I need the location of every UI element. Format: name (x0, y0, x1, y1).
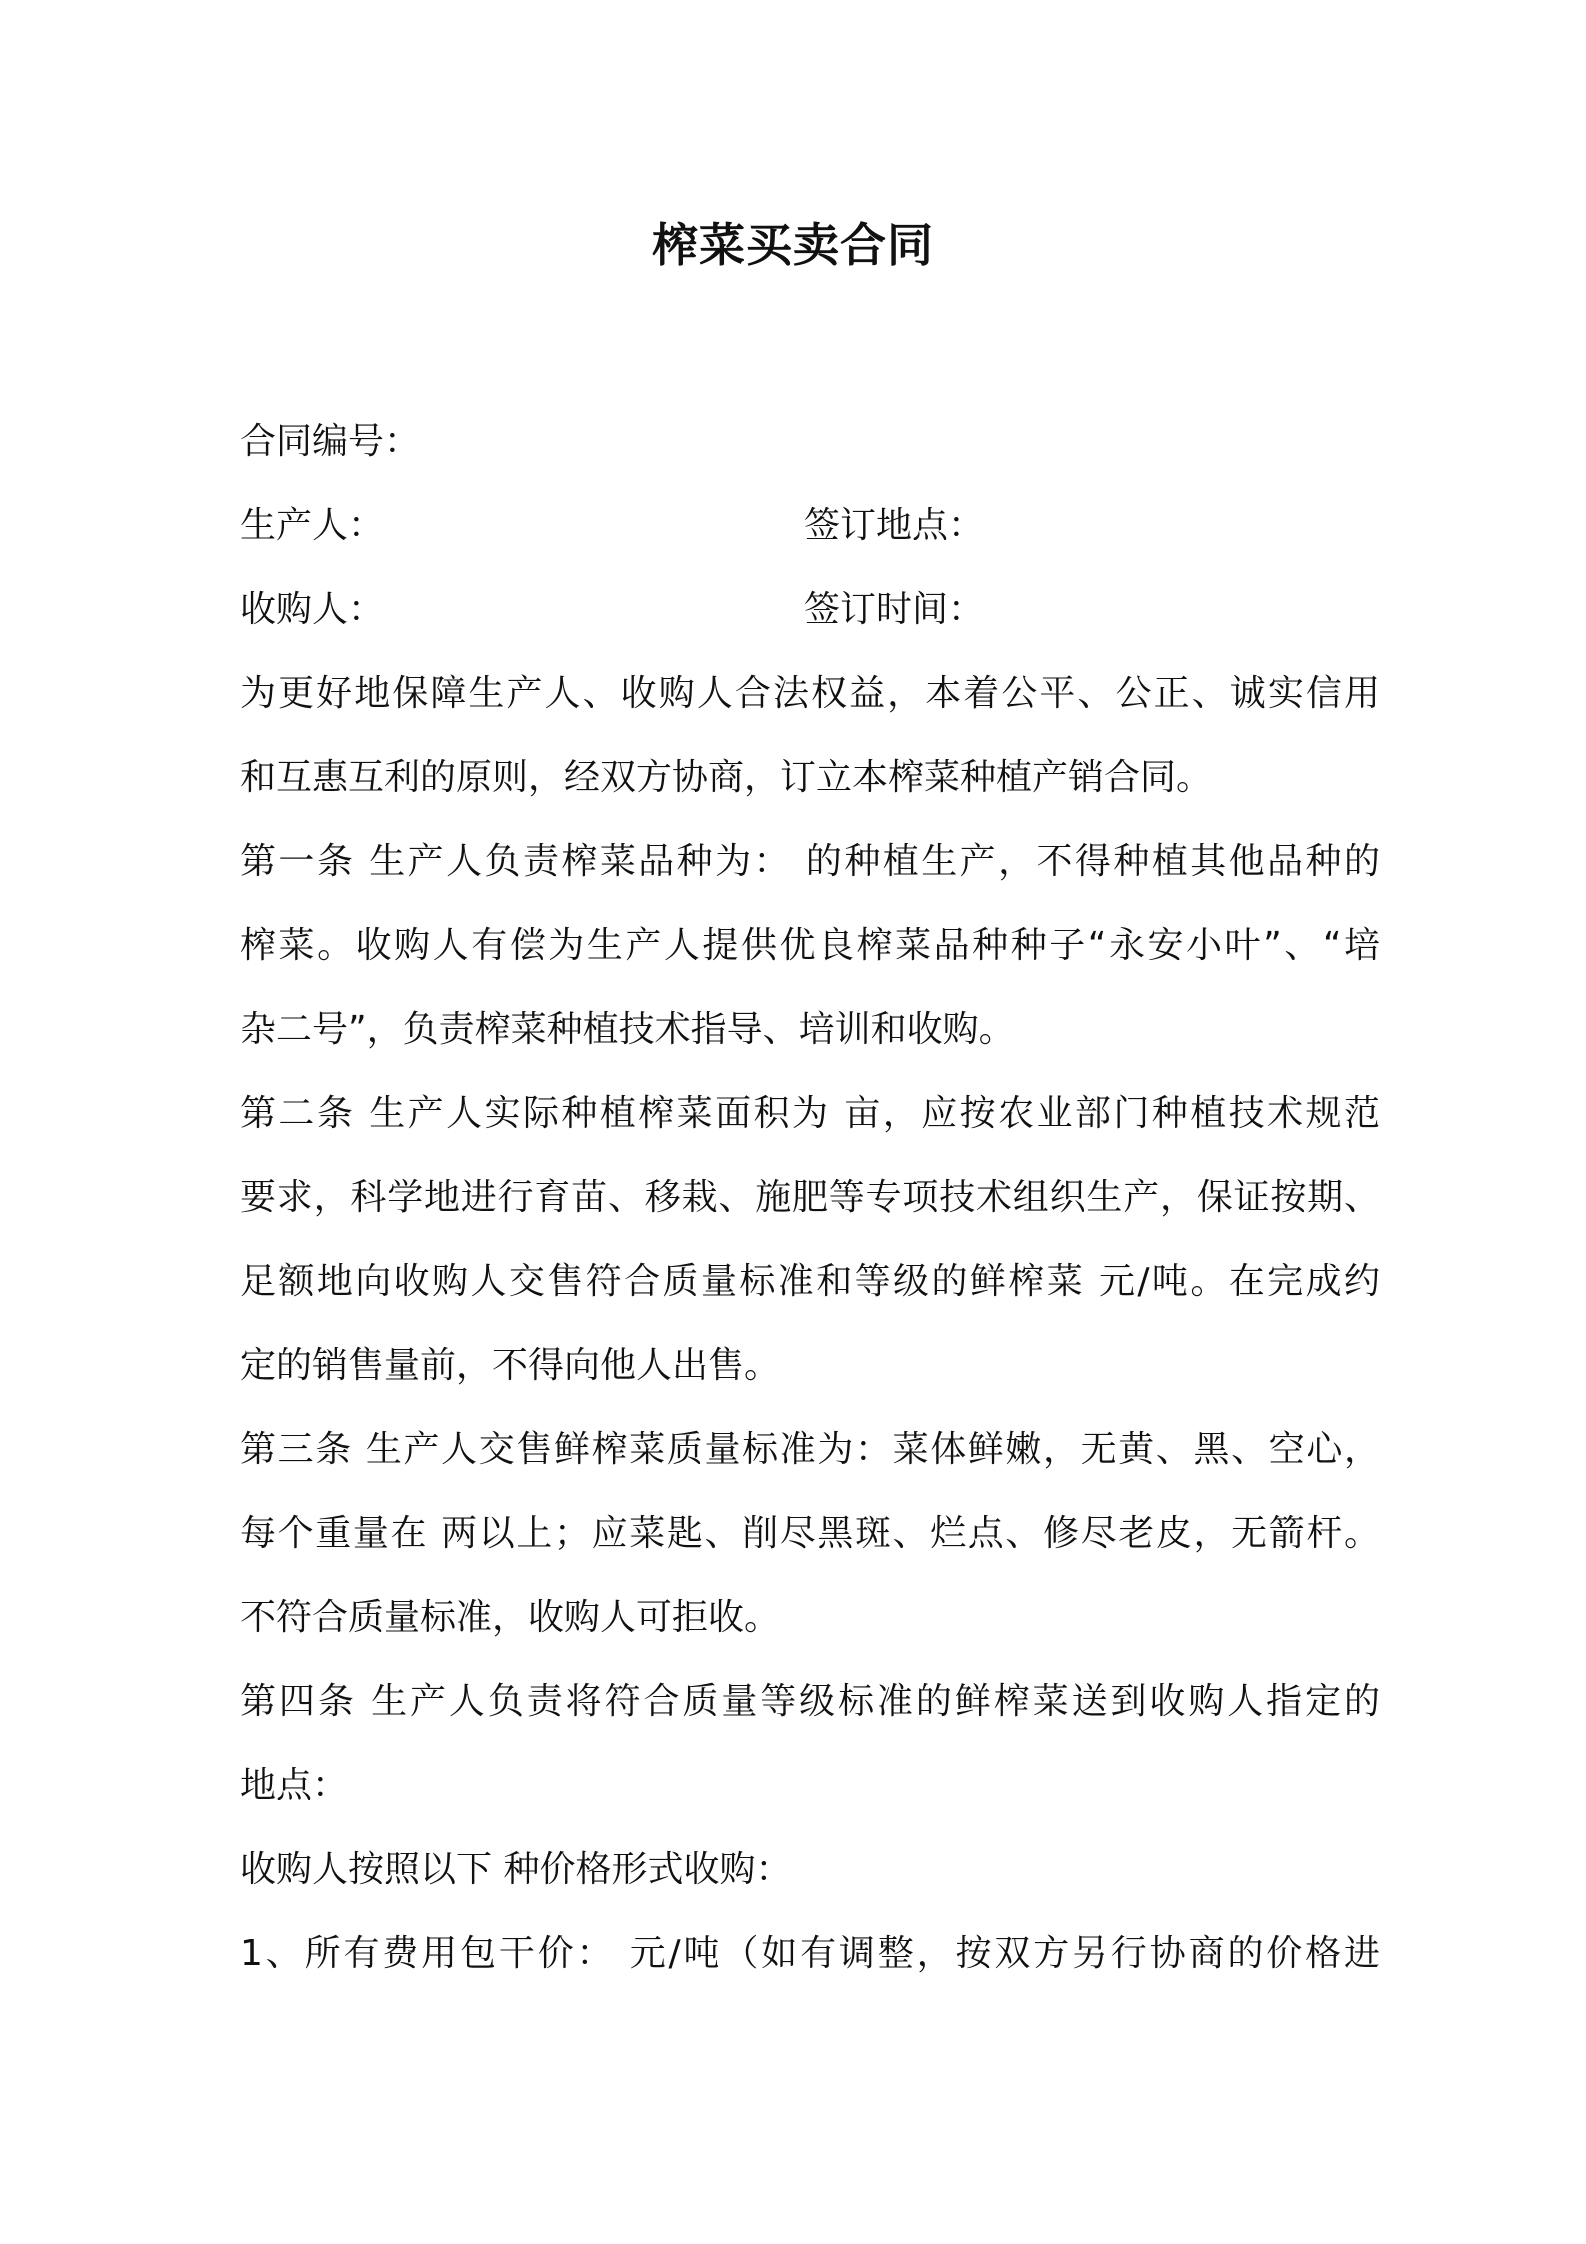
paragraph-line: 1、所有费用包干价： 元/吨（如有调整，按双方另行协商的价格进 (240, 1933, 1380, 1974)
document-body (240, 400, 1380, 1996)
buyer-label: 收购人： (240, 589, 385, 630)
paragraph-line: 每个重量在 两以上；应菜匙、削尽黑斑、烂点、修尽老皮，无箭杆。 (240, 1513, 1380, 1554)
paragraph-line: 第三条 生产人交售鲜榨菜质量标准为：菜体鲜嫩，无黄、黑、空心， (240, 1429, 1380, 1470)
buyer-row (240, 568, 1380, 652)
sign-place-label: 签订地点： (804, 505, 985, 546)
producer-row (240, 484, 1380, 568)
paragraph-line: 收购人按照以下 种价格形式收购： (240, 1849, 792, 1890)
document-title: 榨菜买卖合同 (652, 218, 934, 272)
paragraph-line: 为更好地保障生产人、收购人合法权益，本着公平、公正、诚实信用 (240, 673, 1380, 714)
paragraph-line: 要求，科学地进行育苗、移栽、施肥等专项技术组织生产，保证按期、 (240, 1177, 1380, 1218)
contract-number-field: 合同编号： (240, 421, 421, 462)
sign-time-label: 签订时间： (804, 589, 985, 630)
paragraph-line: 足额地向收购人交售符合质量标准和等级的鲜榨菜 元/吨。在完成约 (240, 1261, 1380, 1302)
paragraph-line: 第四条 生产人负责将符合质量等级标准的鲜榨菜送到收购人指定的 (240, 1681, 1380, 1722)
paragraph-line: 不符合质量标准，收购人可拒收。 (240, 1597, 781, 1638)
paragraph-line: 和互惠互利的原则，经双方协商，订立本榨菜种植产销合同。 (240, 757, 1213, 798)
paragraph-line: 地点： (240, 1765, 349, 1806)
producer-label: 生产人： (240, 505, 385, 546)
paragraph-line: 定的销售量前，不得向他人出售。 (240, 1345, 781, 1386)
paragraph-line: 杂二号”，负责榨菜种植技术指导、培训和收购。 (240, 1009, 1015, 1050)
paragraph-line: 第一条 生产人负责榨菜品种为： 的种植生产，不得种植其他品种的 (240, 841, 1380, 882)
paragraph-line: 榨菜。收购人有偿为生产人提供优良榨菜品种种子“永安小叶”、“培 (240, 925, 1380, 966)
paragraph-line: 第二条 生产人实际种植榨菜面积为 亩，应按农业部门种植技术规范 (240, 1093, 1380, 1134)
